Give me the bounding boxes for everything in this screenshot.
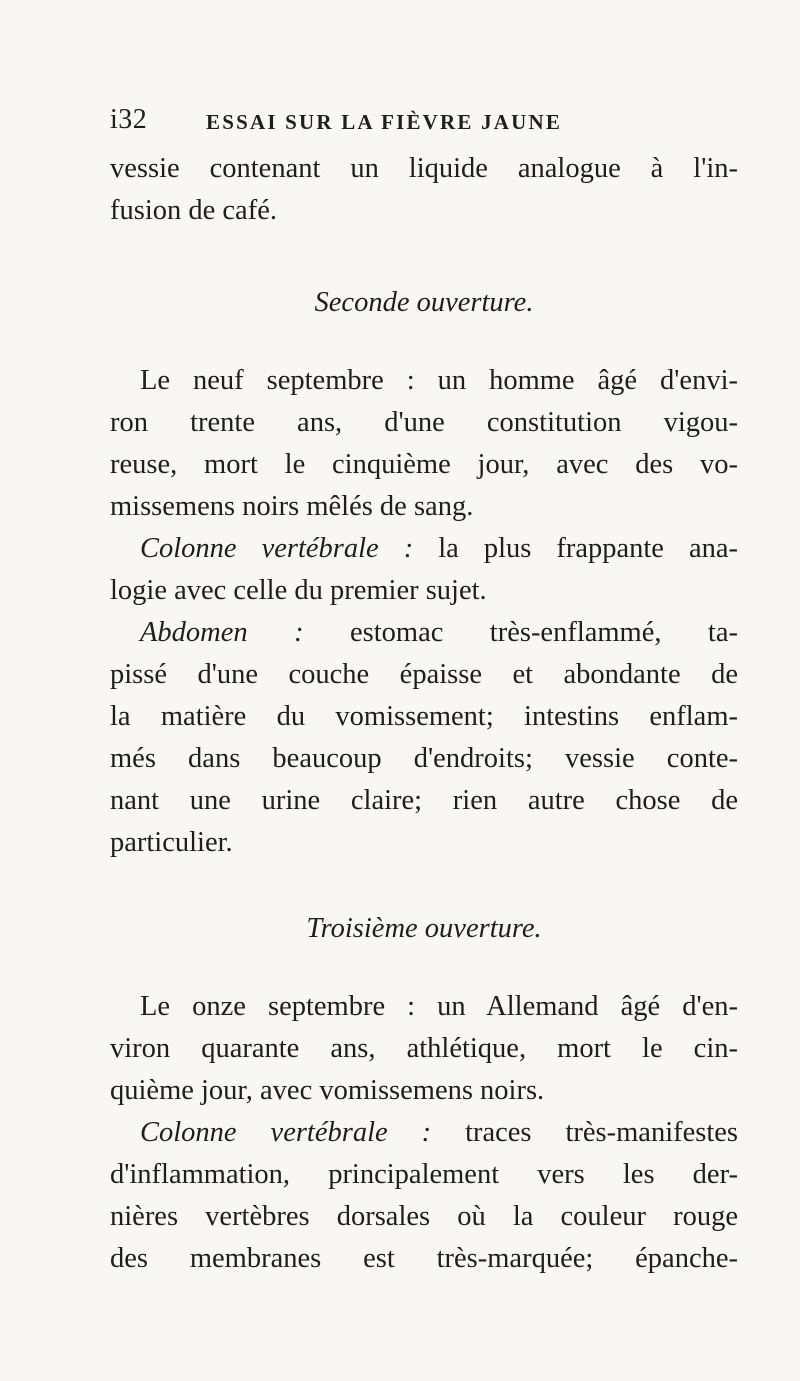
- text-line: quième jour, avec vomissemens noirs.: [110, 1075, 545, 1106]
- text-line: particulier.: [110, 827, 233, 858]
- page-number: i32: [110, 104, 148, 135]
- text-line: més dans beaucoup d'endroits; vessie conte-: [110, 743, 738, 774]
- running-head: [110, 100, 738, 140]
- text-line: [110, 612, 738, 654]
- text-line: [110, 528, 738, 570]
- spacer: [110, 232, 738, 282]
- text-line: pissé d'une couche épaisse et abondante de: [110, 659, 738, 690]
- label-colonne-vertebrale: Colonne vertébrale :: [140, 1117, 432, 1148]
- text-line: d'inflammation, principalement vers les der-: [110, 1159, 738, 1190]
- text-segment: traces très-manifestes: [431, 1117, 738, 1148]
- text-line: la matière du vomissement; intestins enflam-: [110, 701, 738, 732]
- spacer: [110, 324, 738, 360]
- body-text: [110, 148, 738, 1280]
- text-line: missemens noirs mêlés de sang.: [110, 491, 474, 522]
- text-line: [110, 1112, 738, 1154]
- text-line: nières vertèbres dorsales où la couleur rouge: [110, 1201, 738, 1232]
- text-line: ron trente ans, d'une constitution vigou-: [110, 407, 738, 438]
- running-head-title: ESSAI SUR LA FIÈVRE JAUNE: [206, 110, 563, 134]
- section-heading-seconde-ouverture: Seconde ouverture.: [314, 287, 534, 318]
- section-heading-troisieme-ouverture: Troisième ouverture.: [306, 913, 542, 944]
- text-line: logie avec celle du premier sujet.: [110, 575, 487, 606]
- text-line: Le onze septembre : un Allemand âgé d'en-: [140, 991, 738, 1022]
- label-colonne-vertebrale: Colonne vertébrale :: [140, 533, 414, 564]
- text-segment: la plus frappante ana-: [413, 533, 738, 564]
- spacer: [110, 950, 738, 986]
- text-line: viron quarante ans, athlétique, mort le cin-: [110, 1033, 738, 1064]
- text-line: des membranes est très-marquée; épanche-: [110, 1243, 738, 1274]
- text-line: vessie contenant un liquide analogue à l'in-: [110, 153, 738, 184]
- text-line: reuse, mort le cinquième jour, avec des vo-: [110, 449, 738, 480]
- text-segment: estomac très-enflammé, ta-: [303, 617, 738, 648]
- text-line: nant une urine claire; rien autre chose de: [110, 785, 738, 816]
- text-line: Le neuf septembre : un homme âgé d'envi-: [140, 365, 738, 396]
- label-abdomen: Abdomen :: [140, 617, 304, 648]
- spacer: [110, 864, 738, 908]
- text-line: fusion de café.: [110, 195, 277, 226]
